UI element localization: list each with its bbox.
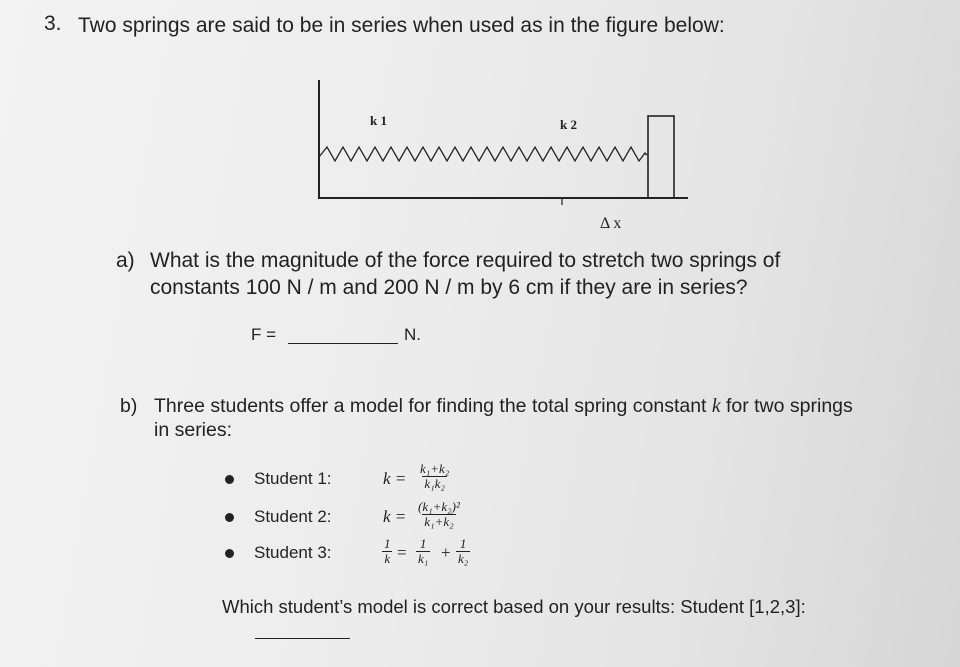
student-1-lhs: k = [383, 469, 407, 488]
student-3-f3-numerator: 1 [459, 536, 467, 551]
answer-f-label: F = [251, 325, 277, 344]
k1-label: k 1 [370, 113, 387, 128]
k-symbol: k [711, 396, 721, 417]
student-3-f2-numerator: 1 [419, 536, 427, 551]
delta-x-label: Δ x [600, 215, 622, 232]
bullet-student-3 [225, 549, 234, 558]
bullet-student-2 [225, 513, 234, 522]
part-a-line2: constants 100 N / m and 200 N / m by 6 cm if they are in series? [150, 276, 748, 299]
k2-label: k 2 [560, 117, 577, 132]
student-1-numerator: k₁+k₂ [420, 461, 450, 476]
student-1-label: Student 1: [254, 469, 332, 488]
student-3-fraction-3 [456, 537, 470, 566]
final-question: Which student’s model is correct based on your results: Student [1,2,3]: [222, 596, 806, 617]
student-3-f1-denominator: k [384, 551, 391, 566]
student-3-plus: + [441, 543, 451, 562]
bullet-student-1 [225, 475, 234, 484]
part-b-line1 [154, 395, 853, 418]
student-3-fraction-1 [382, 537, 393, 566]
student-2-lhs: k = [383, 507, 407, 526]
part-b-line2: in series: [154, 419, 233, 441]
student-2-label: Student 2: [254, 507, 332, 526]
springs-in-series-figure [300, 75, 700, 235]
spring-diagram [300, 75, 700, 235]
part-b-letter: b) [120, 395, 138, 417]
student-2-numerator: (k₁+k₂)² [418, 499, 460, 514]
student-2-denominator: k₁+k₂ [424, 514, 454, 529]
part-a-line1: What is the magnitude of the force required to stretch two springs of [150, 249, 781, 272]
student-3-fraction-2 [416, 537, 430, 566]
mass-block [648, 116, 674, 198]
student-3-f1-numerator: 1 [384, 536, 391, 551]
student-answer-blank[interactable] [255, 638, 350, 639]
student-1-fraction [418, 462, 451, 491]
student-2-fraction [416, 500, 462, 529]
question-title: Two springs are said to be in series when used as in the figure below: [78, 14, 725, 37]
student-1-denominator: k₁k₂ [424, 476, 445, 491]
student-3-f3-denominator: k₂ [458, 551, 469, 566]
student-3-f2-denominator: k₁ [418, 551, 429, 566]
answer-f-unit: N. [404, 325, 421, 344]
part-a-letter: a) [116, 249, 135, 272]
part-b-line1-text: Three students offer a model for finding the total spring constant [154, 395, 707, 417]
part-b-line1-end: for two springs [725, 395, 853, 417]
answer-f-blank[interactable] [288, 343, 398, 344]
student-3-label: Student 3: [254, 543, 332, 562]
spring-zigzag [319, 147, 647, 161]
question-number: 3. [44, 12, 62, 35]
student-3-equals: = [397, 543, 407, 562]
